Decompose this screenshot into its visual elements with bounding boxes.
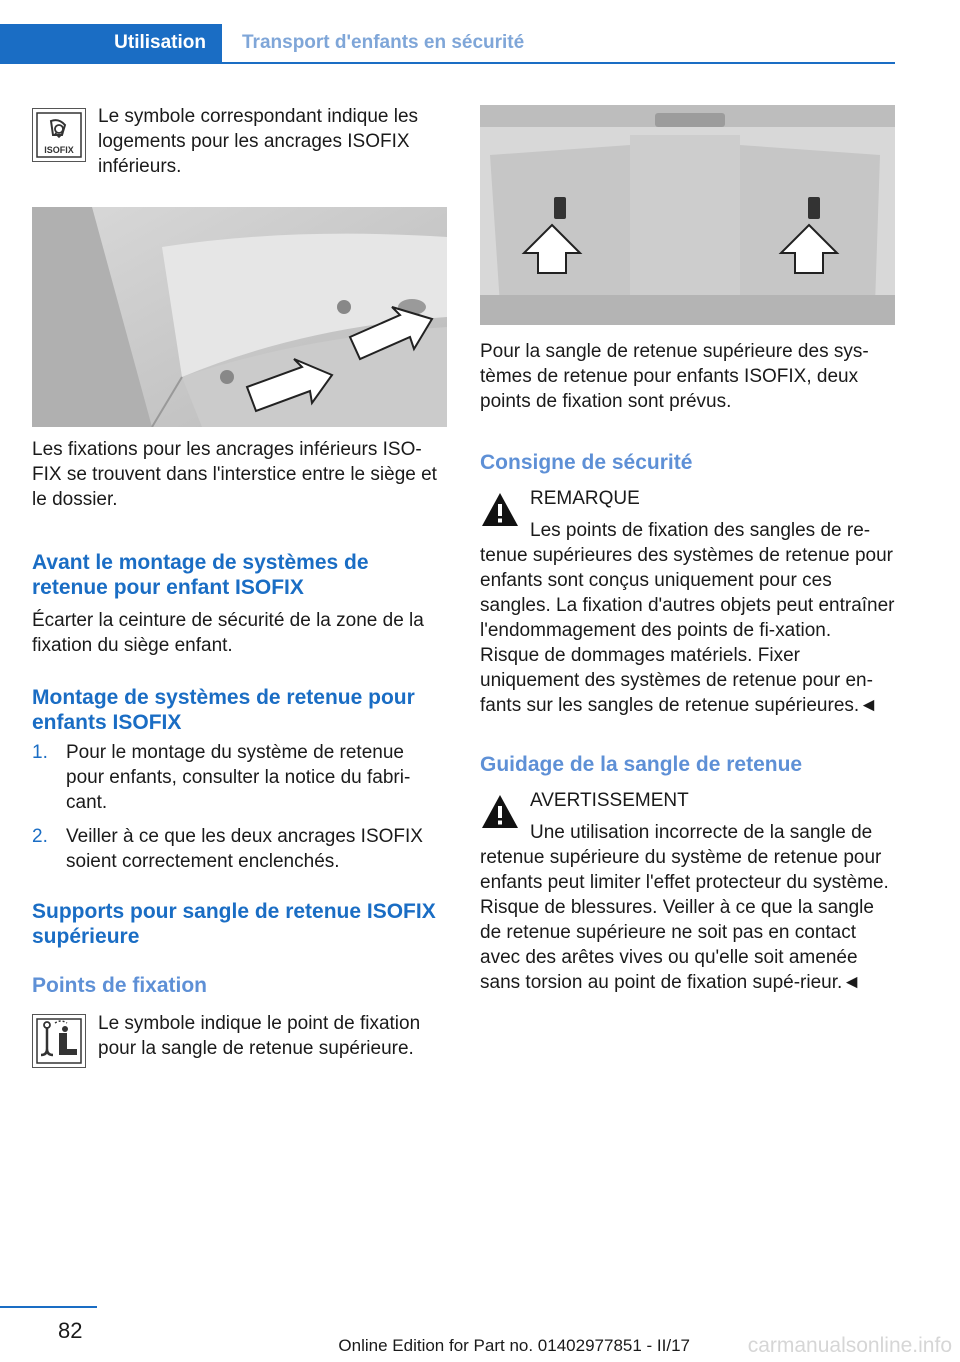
rear-shelf-tether-photo [480, 105, 895, 325]
rear-seat-isofix-photo [32, 207, 447, 427]
warning-triangle-icon [480, 792, 520, 832]
isofix-symbol-text: Le symbole correspondant indique les logements pour les ancrages ISOFIX inférieurs. [98, 106, 419, 177]
points-fixation-text: Le symbole indique le point de fixation pour la sangle de retenue supérieure. [98, 1013, 421, 1059]
isofix-icon-label: ISOFIX [44, 145, 74, 155]
avertissement-text-first-line: Une utilisation incorrecte de la sangle de [530, 822, 873, 843]
remarque-text-first-line: Les points de fixation des sangles de re- [530, 520, 871, 541]
remarque-text: tenue supérieures des systèmes de retenue pour enfants sont conçus uniquement pour ces sangles. La fixation d'autres objets peut entraîner l'endommagement des points de fi-xation. Risque de dommages matériels. Fixer uniquement des systèmes de retenue pour en-fants sur les sangles de retenue supérieures.◄ [480, 545, 895, 716]
heading-avant-montage: Avant le montage de systèmes de retenue pour enfant ISOFIX [32, 551, 369, 599]
watermark-text: carmanualsonline.info [747, 1334, 952, 1357]
top-tether-anchor-icon [32, 1014, 86, 1068]
heading-supports-sangle: Supports pour sangle de retenue ISOFIX supérieure [32, 900, 436, 948]
isofix-symbol-icon [32, 108, 86, 162]
avertissement-text: retenue supérieure du système de retenue pour enfants peut limiter l'effet protecteur du système. Risque de blessures. Veiller à ce que la sangle de retenue supérieure ne soit pas en contact avec des arêtes vives ou qu'elle soit amenée sans torsion au point de fixation supé-rieur.◄ [480, 847, 889, 993]
tab-utilisation[interactable]: Utilisation [0, 24, 222, 62]
heading-consigne-securite: Consigne de sécurité [480, 451, 693, 474]
step-text: Pour le montage du système de retenue pour enfants, consulter la notice du fabri-cant. [66, 742, 411, 813]
heading-guidage-sangle: Guidage de la sangle de retenue [480, 753, 803, 776]
step-number: 2. [32, 826, 48, 847]
fixations-text: Les fixations pour les ancrages inférieurs ISO-FIX se trouvent dans l'interstice entre le siège et le dossier. [32, 439, 437, 510]
sangle-text: Pour la sangle de retenue supérieure des sys-tèmes de retenue pour enfants ISOFIX, deux points de fixation sont prévus. [480, 341, 869, 412]
page-number: 82 [58, 1318, 83, 1343]
avant-montage-text: Écarter la ceinture de sécurité de la zone de la fixation du siège enfant. [32, 610, 424, 656]
edition-text: Online Edition for Part no. 01402977851 - II/17 [338, 1336, 690, 1355]
step-text: Veiller à ce que les deux ancrages ISOFIX soient correctement enclenchés. [66, 826, 423, 872]
heading-montage-isofix: Montage de systèmes de retenue pour enfants ISOFIX [32, 686, 415, 734]
step-number: 1. [32, 742, 48, 763]
warning-triangle-icon [480, 490, 520, 530]
avertissement-label: AVERTISSEMENT [530, 790, 689, 811]
header-bar [0, 24, 895, 64]
tab-section-title[interactable]: Transport d'enfants en sécurité [242, 32, 525, 53]
remarque-label: REMARQUE [530, 488, 640, 509]
heading-points-fixation: Points de fixation [32, 974, 208, 997]
footer-rule [0, 1306, 97, 1308]
